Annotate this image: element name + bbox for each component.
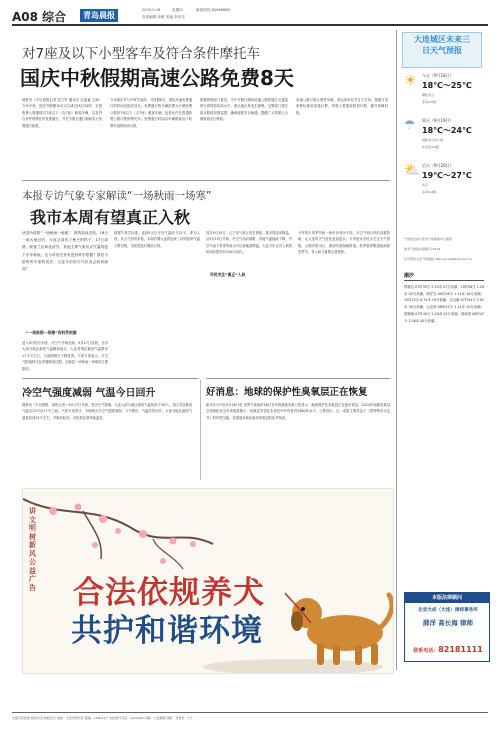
- legal-advisor-ad: [404, 592, 490, 662]
- ad-label: 本版法律顾问: [405, 593, 489, 603]
- ad-contact-label: 联系电话：: [413, 648, 439, 654]
- issue-date: 2025.9.18: [142, 8, 161, 12]
- weather-desc: 晴转多云: [422, 93, 435, 97]
- sidebar-divider: [396, 30, 397, 670]
- feature-kicker: 本报专访气象专家解读“一场秋雨一场寒”: [22, 190, 212, 202]
- ad-contact-row: [407, 637, 489, 656]
- footer-imprint: 全国百佳报纸 版权所有 转载必究 地址：大连市西岗区 邮编：116011 广告经营许可证：2102001 印刷：大连晨报印刷厂 零售价：1元: [12, 716, 193, 720]
- weather-temp: 19℃～27℃: [422, 171, 472, 180]
- weather-day-label: 今天（9月18日）: [422, 73, 454, 78]
- tide-title-rule: [404, 280, 484, 281]
- dog-illustration: [285, 583, 394, 673]
- ad-phone[interactable]: 82181111: [438, 645, 483, 654]
- weather-wind: 东北风4-5级: [422, 145, 439, 149]
- weather-desc: 阴转多云有小雨: [422, 138, 444, 142]
- weather-temp: 18℃～24℃: [422, 126, 472, 135]
- column-divider: [200, 380, 201, 480]
- section-rule: [22, 378, 198, 379]
- poster-slogan-2: 共护和谐环境: [71, 613, 263, 649]
- feature-subhead-1: “一场秋雨一场寒”有科学依据: [26, 330, 77, 335]
- feature-body-3: 同月9月15日，辽宁省气象台发布预报，我市将迎来降温。从9月15日开始，冷空气活动频繁，各地气温陆续下降，冷空气南下带来的雨水可以使地面降温，大连今年正式入秋的时间有望在9月20日前后。: [206, 231, 292, 255]
- weather-source: 气象信息由大连市气象服务中心提供: [404, 237, 453, 241]
- ad-lawyers: 薛洋 高长海 律师: [422, 619, 474, 627]
- feature-body-1: 进入9月的后半段，冷空气开始光顾。9月17日清晨，全市大部分地区最低气温刷新低点，大连老城区最低气温降至17.3℃左右，与前期相比下降显著。气象专家表示，冷空气影响时往往伴随降雨过程，这就是一场秋雨一场寒的主要原因。: [22, 341, 108, 371]
- weather-day-1: [404, 73, 484, 117]
- news-hotline: 新闻热线 82488888: [196, 8, 230, 12]
- section-label: A08 综合: [12, 10, 67, 24]
- weather-day-2: [404, 118, 484, 162]
- feature-body-4: 今年的台风季节和一般年份有所不同。冷空气和台风的双重影响，让大连的天气变化更加复杂。专家建议市民多关注天气预报，合理安排出行，做好防寒保暖准备。秋季是呼吸道疾病高发季节，老人和儿童要注意预防。: [298, 231, 390, 255]
- weather-day-3: [404, 163, 484, 207]
- ad-firm: 北京大成（大连）律师事务所: [418, 608, 478, 613]
- weather-box-title: 大连城区未来三日天气预报: [414, 35, 470, 55]
- lead-kicker: 对7座及以下小型客车及符合条件摩托车: [22, 46, 261, 62]
- sun-icon: ☀: [404, 73, 417, 89]
- tide-table: 棒棰岛 07时39分 2.19米 07分高潮；19时56分 1.18米 05分高潮；海洋岛 00时38分 1.14米 16分高潮；12时25分 0.74米 19分低潮；北良港 07时44分 2.02米 30分高潮；大窑湾 08时43分 1.14米 20分高潮；旅顺港 07时49分 2.20米 02分高潮；黄海湾 08时47分 2.56米 40分高潮。: [404, 285, 484, 323]
- ozone-body: 新华社日内瓦9月16日电 世界气象组织16日发布的最新臭氧公报显示，地球保护性臭氧层正在逐步恢复。2024年南极臭氧层空洞面积比近年来明显缩小，臭氧层有望在本世纪中叶恢复到1980年水平。公报指出，这一成果主要得益于《蒙特利尔议定书》的有效实施，各国逐步淘汰破坏臭氧层的化学物质。: [206, 403, 390, 420]
- editors-line: 首席编辑 高敏 美编 李凤亮: [142, 15, 185, 19]
- issue-weekday: 星期四: [172, 8, 183, 12]
- weather-hotline: 更多气象信息请拨打12121: [404, 247, 441, 251]
- coldair-headline: 冷空气强度减弱 气温今日回升: [22, 388, 156, 399]
- weather-temp: 18℃～25℃: [422, 81, 472, 90]
- paper-logo: 青岛晨报: [80, 9, 118, 22]
- lead-col-3: 根据管理部门意见，今年节假日期间高速公路的通行交通量预计将保持较高水平，重点地区易发生拥堵。交警部门将在重点路段加强巡逻，确保道路安全畅通，提醒广大驾驶人合理规划出行路线。: [200, 98, 288, 122]
- cloud-rain-icon: ☂: [404, 118, 416, 133]
- weather-day-label: 后天（9月20日）: [422, 163, 454, 168]
- ozone-headline: 好消息：地球的保护性臭氧层正在恢复: [206, 387, 368, 398]
- lead-headline: 国庆中秋假期高速公路免费8天: [20, 66, 294, 90]
- weather-desc: 多云: [422, 183, 429, 187]
- feature-headline: 我市本周有望真正入秋: [30, 208, 191, 227]
- lead-col-2: 今年国庆节与中秋节连休，共放假8天。国庆高速免费通行的时间也相应延长。免费通行的车辆范围为行驶收费公路的7座以下（含7座）载客车辆，包括允许在普通收费公路行驶的摩托车。免费通行时间以车辆驶离出口收费车道的时间为准。: [110, 98, 192, 128]
- public-service-poster: [22, 488, 394, 674]
- section-rule: [206, 378, 390, 379]
- lead-col-4: 高速公路行驶合规等车辆，请运营单位节日不打折；按照日常收费标准收取通行费，驾驶人要提前规划行程，避开高峰时段。: [296, 98, 388, 115]
- coldair-body: 晨报讯（半岛晨报、晨报记者）9月17日早晨，受冷空气影响，大连大部分地区最低气温均低于20℃，各区市县最低气温为13℃至17℃之间。气象专家预计，今明两天冷空气强度减弱，天气晴好，气温有所回升，大部分地区最高气温将回到25℃左右，早晚仍较凉，市民需注意早晚温差。: [22, 403, 192, 420]
- masthead-rule: [12, 24, 488, 26]
- weather-day-label: 明天（9月19日）: [422, 118, 454, 123]
- weather-website[interactable]: 也可登录大连气象网站 http://m.weather.com.cn: [404, 257, 472, 261]
- footer-rule: [12, 712, 488, 713]
- tide-title: 潮汐: [404, 273, 415, 279]
- weather-wind: 北风4-5级: [422, 100, 436, 104]
- weather-title-box: [402, 32, 482, 68]
- section-rule: [22, 180, 390, 181]
- feature-intro: 伙语所说的“一场秋雨一场寒”，真的如此灵验。16日一场大雨过后，大连又刮有了秋天的样子，17日清晨，除普兰店和北河外，其他主要气象站点气温均创下半年新低。这与该语完美有没有科学依据？我们不妨听听专家的说法，大连今后的天气状况会如何演变？: [22, 231, 108, 272]
- poster-banner: 讲文明 树新风 公益广告: [29, 506, 36, 592]
- feature-body-2: 根据气象学标准，连续5天日平均气温低于22℃，即为入秋。从天气形势来看，本周后期大连将迎来一次明显的气温下降过程，市民需及时增添衣物。: [114, 231, 200, 248]
- cloud-icon: ⛅: [404, 163, 421, 178]
- poster-slogan-1: 合法依规养犬: [73, 575, 265, 611]
- lead-col-1: 晨报讯（半岛晨报记者 张立军 通讯员 迟道睿 王涛）今年中秋、国庆节假期10月1日0时至8日24时，全国收费公路继续对7座以下（含7座）载客车辆，以及符合条件的摩托车免费通行，并在节假日通行期间实行免费通行政策。: [22, 98, 102, 128]
- feature-subhead-2: 市民关注“真正”入秋: [210, 272, 246, 277]
- weather-wind: 东风3-4级: [422, 190, 436, 194]
